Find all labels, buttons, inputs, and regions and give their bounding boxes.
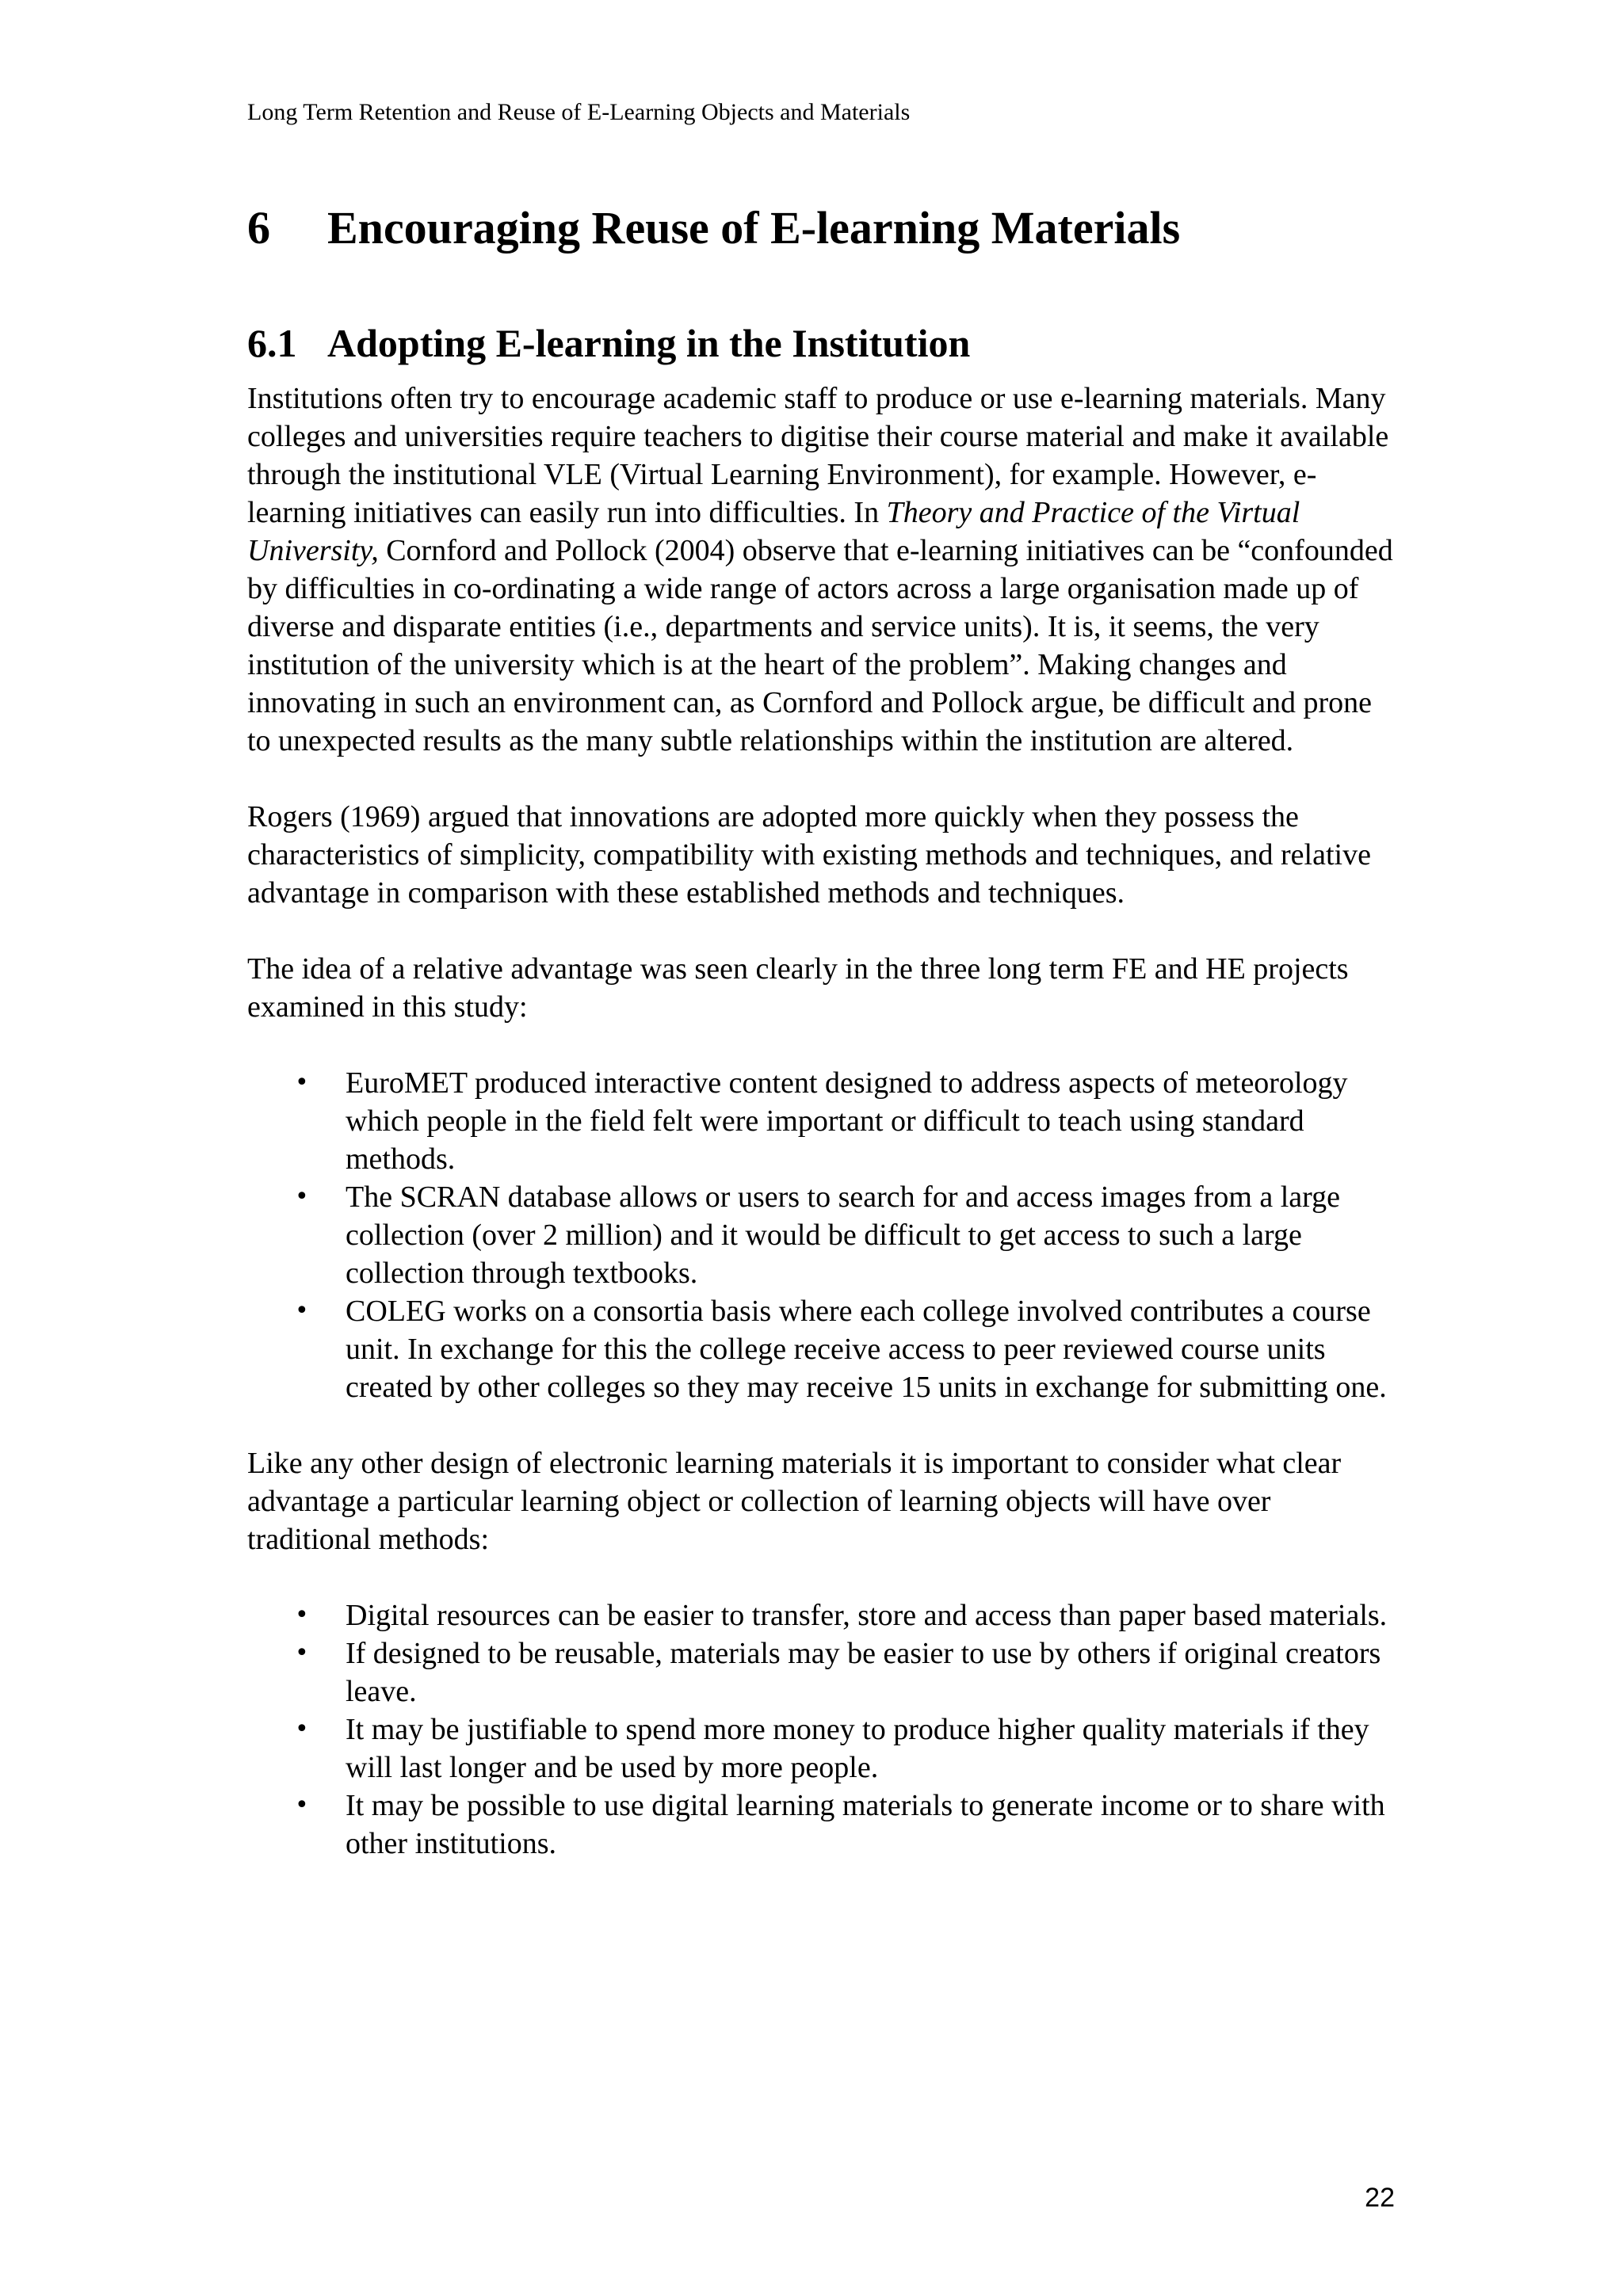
bullet-icon: •: [295, 1715, 309, 1743]
section-number: 6.1: [247, 321, 297, 365]
list-item-text: Digital resources can be easier to transfer, store and access than paper based materials.: [346, 1599, 1388, 1632]
bullet-icon: •: [295, 1297, 309, 1325]
list-item-text: It may be justifiable to spend more money to produce higher quality materials if they will last longer and be used by more people.: [346, 1713, 1369, 1784]
paragraph-design-considerations: Like any other design of electronic learning materials it is important to consider what clear advantage a particular learning object or collection of learning objects will have over traditional methods:: [247, 1447, 1342, 1556]
list-item-text: COLEG works on a consortia basis where each college involved contributes a course unit. In exchange for this the college receive access to peer reviewed course units created by other colleges so they may receive 15 units in exchange for submitting one.: [346, 1295, 1387, 1404]
paragraph-institutions-part-1: Institutions often try to encourage academic staff to produce or use e-learning materials. Many colleges and universities require teachers to digitise their course material and make it available through the institutional VLE (Virtual Learning Environment), for example. However, e-learning initiatives can easily run into difficulties. In: [247, 382, 1389, 529]
list-item: [247, 1064, 1396, 1178]
paragraph-institutions: [247, 379, 1396, 760]
bullet-icon: •: [295, 1183, 309, 1211]
list-item: [247, 1178, 1396, 1292]
bullet-icon: •: [295, 1601, 309, 1629]
list-item: [247, 1292, 1396, 1406]
chapter-heading: [247, 198, 1396, 258]
chapter-number: 6: [247, 202, 270, 254]
list-item: [247, 1596, 1396, 1634]
section-title: Adopting E-learning in the Institution: [327, 321, 971, 365]
paragraph-relative-advantage: The idea of a relative advantage was seen clearly in the three long term FE and HE projects examined in this study:: [247, 952, 1349, 1024]
advantages-list: [247, 1596, 1396, 1863]
bullet-icon: •: [295, 1069, 309, 1097]
running-header: Long Term Retention and Reuse of E-Learning Objects and Materials: [247, 99, 911, 125]
book-title: Theory and Practice of the Virtual University,: [247, 496, 1300, 567]
paragraph-institutions-part-2: Cornford and Pollock (2004) observe that e-learning initiatives can be “confounded by difficulties in co-ordinating a wide range of actors across a large organisation made up of diverse and disparate entities (i.e., departments and service units). It is, it seems, the very institution of the university which is at the heart of the problem”. Making changes and innovating in such an environment can, as Cornford and Pollock argue, be difficult and prone to unexpected results as the many subtle relationships within the institution are altered.: [247, 534, 1393, 757]
list-item-text: EuroMET produced interactive content designed to address aspects of meteorology which people in the field felt were important or difficult to teach using standard methods.: [346, 1066, 1348, 1176]
bullet-icon: •: [295, 1791, 309, 1819]
page-number: 22: [1365, 2183, 1395, 2213]
chapter-title: Encouraging Reuse of E-learning Materials: [327, 202, 1181, 254]
list-item-text: It may be possible to use digital learning materials to generate income or to share with other institutions.: [346, 1789, 1385, 1860]
bullet-icon: •: [295, 1639, 309, 1667]
list-item: [247, 1711, 1396, 1787]
section-heading: [247, 318, 1396, 368]
list-item-text: The SCRAN database allows or users to search for and access images from a large collection (over 2 million) and it would be difficult to get access to such a large collection through textbooks.: [346, 1180, 1341, 1290]
list-item: [247, 1634, 1396, 1711]
list-item-text: If designed to be reusable, materials may be easier to use by others if original creators leave.: [346, 1637, 1381, 1708]
projects-list: [247, 1064, 1396, 1406]
paragraph-rogers: Rogers (1969) argued that innovations are adopted more quickly when they possess the characteristics of simplicity, compatibility with existing methods and techniques, and relative advantage in comparison with these established methods and techniques.: [247, 800, 1371, 910]
page-content: [247, 198, 1396, 1863]
list-item: [247, 1787, 1396, 1863]
